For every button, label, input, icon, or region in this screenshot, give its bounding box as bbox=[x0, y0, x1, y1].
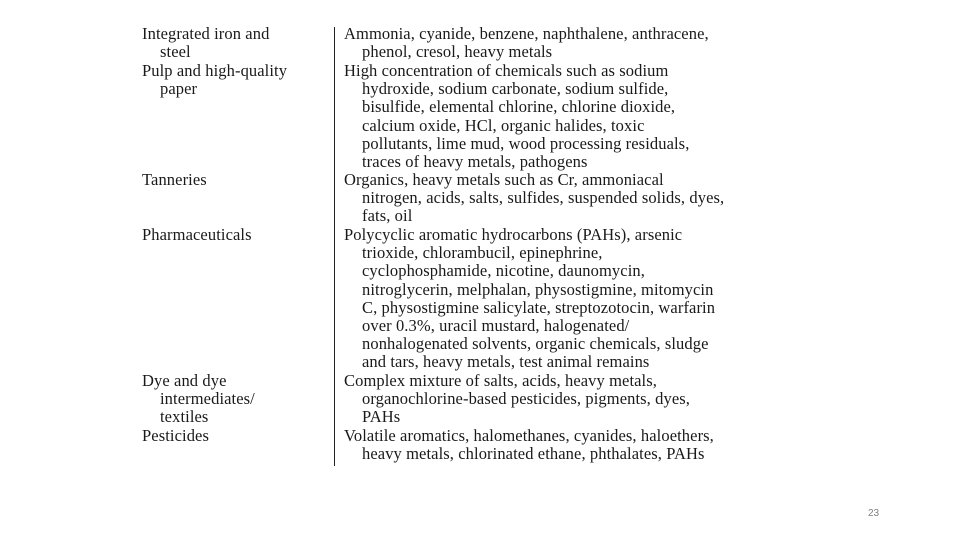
pollutant-line: PAHs bbox=[362, 407, 401, 427]
pollutant-line: nitroglycerin, melphalan, physostigmine, mitomycin bbox=[362, 279, 714, 299]
industry-line: steel bbox=[160, 42, 191, 62]
industry-line: Dye and dye bbox=[142, 371, 227, 390]
pollutant-line: hydroxide, sodium carbonate, sodium sulfide, bbox=[362, 79, 669, 99]
pollutant-line: pollutants, lime mud, wood processing residuals, bbox=[362, 133, 690, 153]
pollutant-line: over 0.3%, uracil mustard, halogenated/ bbox=[362, 316, 630, 336]
pollutant-line: organochlorine-based pesticides, pigments, dyes, bbox=[362, 389, 690, 409]
pollutant-line: Volatile aromatics, halomethanes, cyanides, haloethers, bbox=[344, 426, 714, 445]
industry-line: Pharmaceuticals bbox=[142, 225, 252, 244]
pollutant-line: trioxide, chlorambucil, epinephrine, bbox=[362, 243, 603, 263]
pollutant-line: nonhalogenated solvents, organic chemicals, sludge bbox=[362, 334, 709, 354]
pollutants-cell bbox=[344, 171, 754, 226]
pollutants-cell bbox=[344, 372, 754, 427]
industry-line: textiles bbox=[160, 407, 209, 427]
industry-cell bbox=[142, 171, 322, 189]
pollutant-line: calcium oxide, HCl, organic halides, toxic bbox=[362, 115, 645, 135]
pollutant-line: Complex mixture of salts, acids, heavy metals, bbox=[344, 371, 657, 390]
pollutants-cell bbox=[344, 226, 754, 372]
pollutant-line: fats, oil bbox=[362, 206, 413, 226]
industry-cell bbox=[142, 62, 322, 98]
industry-line: Integrated iron and bbox=[142, 24, 270, 43]
industry-line: Tanneries bbox=[142, 170, 207, 189]
pollutant-line: C, physostigmine salicylate, streptozotocin, warfarin bbox=[362, 297, 716, 317]
pollutants-cell bbox=[344, 25, 754, 61]
industry-line: paper bbox=[160, 79, 198, 99]
industry-cell bbox=[142, 372, 322, 427]
pollutant-line: Polycyclic aromatic hydrocarbons (PAHs), arsenic bbox=[344, 225, 683, 244]
pollutants-cell bbox=[344, 62, 754, 171]
pollutant-line: High concentration of chemicals such as sodium bbox=[344, 61, 669, 80]
industry-line: Pulp and high-quality bbox=[142, 61, 288, 80]
industry-cell bbox=[142, 25, 322, 61]
industry-cell bbox=[142, 427, 322, 445]
pollutant-line: traces of heavy metals, pathogens bbox=[362, 152, 588, 172]
page-number: 23 bbox=[868, 508, 880, 519]
industry-line: intermediates/ bbox=[160, 389, 255, 409]
pollutant-line: cyclophosphamide, nicotine, daunomycin, bbox=[362, 261, 645, 281]
pollutant-line: phenol, cresol, heavy metals bbox=[362, 42, 553, 62]
industry-line: Pesticides bbox=[142, 426, 209, 445]
pollutant-line: bisulfide, elemental chlorine, chlorine dioxide, bbox=[362, 97, 676, 117]
pollutant-line: nitrogen, acids, salts, sulfides, suspended solids, dyes, bbox=[362, 188, 725, 208]
pollutant-line: heavy metals, chlorinated ethane, phthalates, PAHs bbox=[362, 444, 705, 464]
pollutants-cell bbox=[344, 427, 754, 463]
pollutant-line: and tars, heavy metals, test animal remains bbox=[362, 352, 650, 372]
column-divider bbox=[334, 27, 335, 466]
pollutant-line: Ammonia, cyanide, benzene, naphthalene, anthracene, bbox=[344, 24, 709, 43]
pollutant-line: Organics, heavy metals such as Cr, ammoniacal bbox=[344, 170, 664, 189]
industry-cell bbox=[142, 226, 322, 244]
